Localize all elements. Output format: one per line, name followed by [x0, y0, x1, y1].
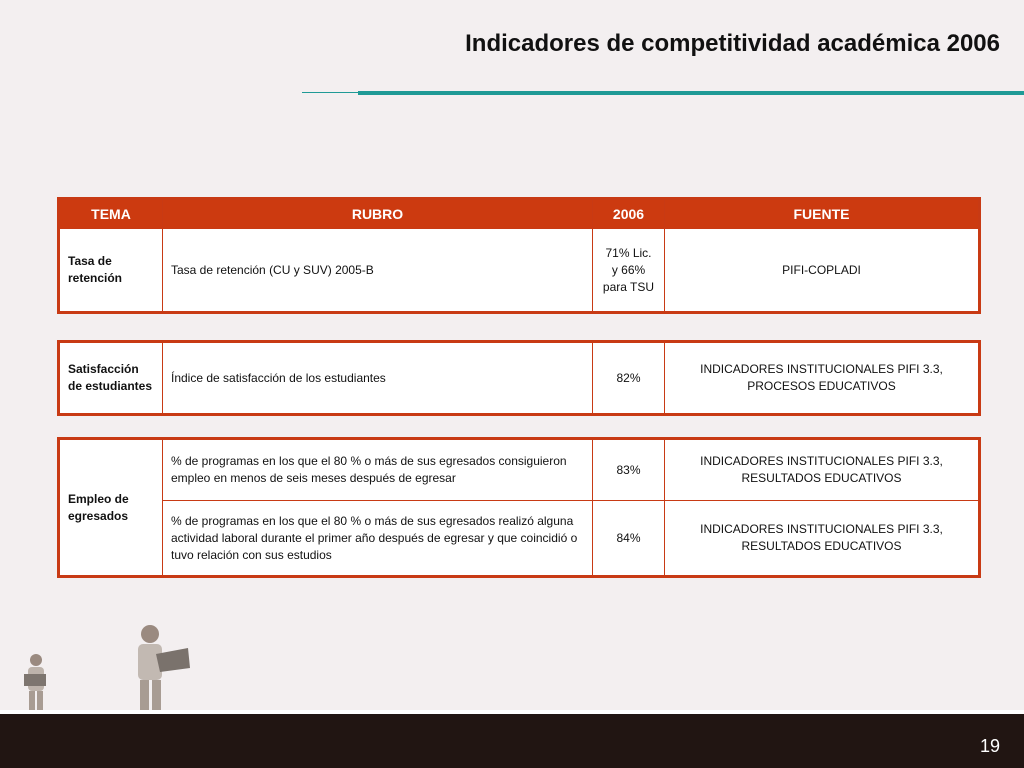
table-row	[59, 501, 980, 577]
row-fuente: INDICADORES INSTITUCIONALES PIFI 3.3, RESULTADOS EDUCATIVOS	[665, 501, 980, 577]
row-value: 84%	[593, 501, 665, 577]
table-row	[59, 342, 980, 415]
header-fuente: FUENTE	[665, 199, 980, 229]
row-rubro: % de programas en los que el 80 % o más de sus egresados realizó alguna actividad laboral durante el primer año después de egresar y que coincidió o tuvo relación con sus estudios	[163, 501, 593, 577]
header-tema: TEMA	[59, 199, 163, 229]
row-value: 83%	[593, 439, 665, 501]
indicator-table-employment	[57, 437, 981, 578]
indicator-table-satisfaction	[57, 340, 981, 416]
footer-bar	[0, 714, 1024, 768]
table-header-row	[59, 199, 980, 229]
person-small-laptop-icon	[14, 652, 58, 718]
title-rule-thick	[358, 91, 1024, 95]
page-number: 19	[979, 736, 1000, 756]
row-fuente: INDICADORES INSTITUCIONALES PIFI 3.3, PROCESOS EDUCATIVOS	[665, 342, 980, 415]
row-tema: Empleo de egresados	[59, 439, 163, 577]
title-rule-thin	[302, 92, 360, 93]
row-rubro: Índice de satisfacción de los estudiantes	[163, 342, 593, 415]
row-rubro: % de programas en los que el 80 % o más de sus egresados consiguieron empleo en menos de seis meses después de egresar	[163, 439, 593, 501]
table-row	[59, 229, 980, 313]
person-large-laptop-icon	[116, 624, 194, 716]
row-value: 82%	[593, 342, 665, 415]
indicator-table-retention	[57, 197, 981, 314]
row-tema: Satisfacción de estudiantes	[59, 342, 163, 415]
table-row	[59, 439, 980, 501]
header-rubro: RUBRO	[163, 199, 593, 229]
row-fuente: PIFI-COPLADI	[665, 229, 980, 313]
row-tema: Tasa de retención	[59, 229, 163, 313]
row-rubro: Tasa de retención (CU y SUV) 2005-B	[163, 229, 593, 313]
row-value: 71% Lic. y 66% para TSU	[593, 229, 665, 313]
header-year: 2006	[593, 199, 665, 229]
row-fuente: INDICADORES INSTITUCIONALES PIFI 3.3, RESULTADOS EDUCATIVOS	[665, 439, 980, 501]
slide-title: Indicadores de competitividad académica 2006	[465, 30, 1000, 57]
